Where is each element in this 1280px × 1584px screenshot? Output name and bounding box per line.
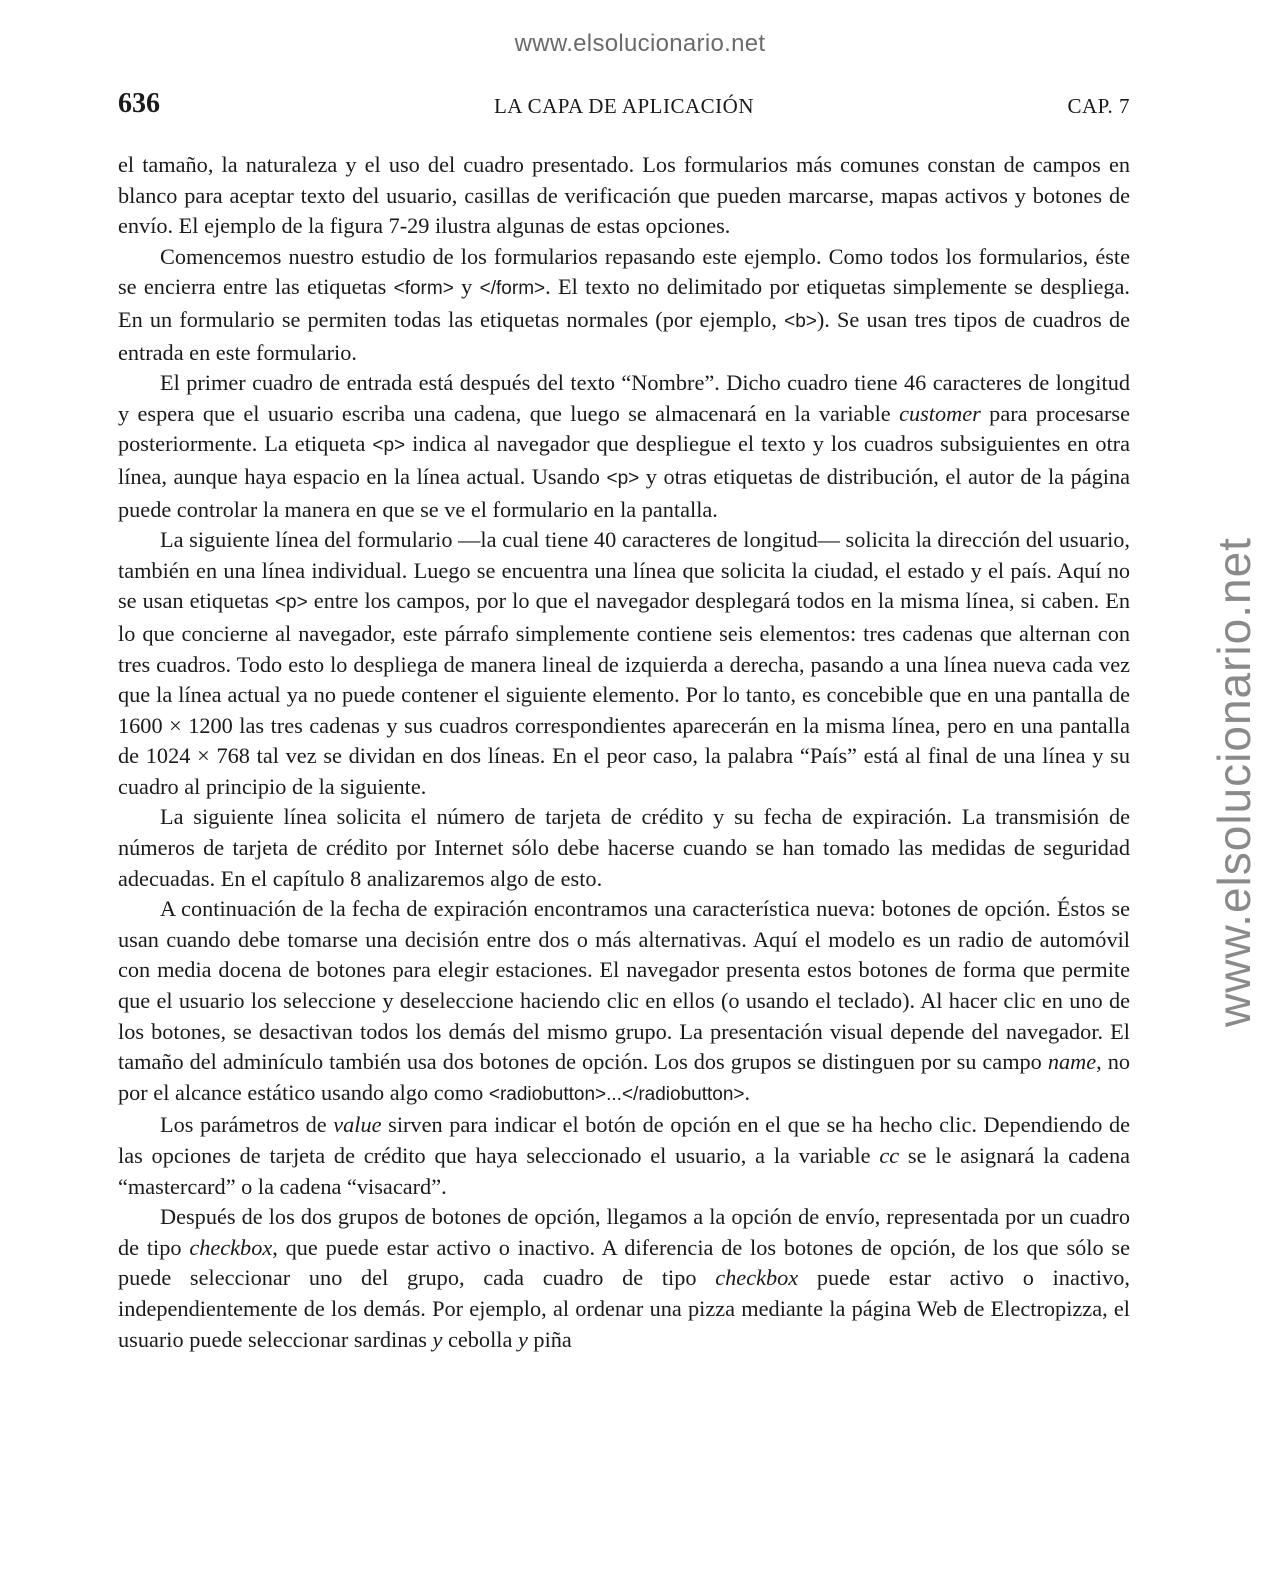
text-run: para procesarse posteriormente. La etiqueta: [118, 400, 1131, 457]
body-text: [118, 150, 1130, 1355]
paragraph: [118, 1202, 1130, 1355]
html-tag-code: <form>: [393, 278, 454, 300]
text-run: se le asignará la cadena “mastercard” o la cadena “visacard”.: [118, 1143, 1131, 1199]
html-tag-code: <p>: [606, 467, 640, 489]
paragraph: [118, 894, 1130, 1110]
paragraph: [118, 525, 1130, 802]
text-run: , que puede estar activo o inactivo. A diferencia de los botones de opción, de los que sólo se puede seleccionar uno del grupo, cada cuadro de tipo: [118, 1234, 1130, 1291]
text-run: indica al navegador que despliegue el texto y los cuadros subsiguientes en otra línea, aunque haya espacio en la línea actual. Usando: [118, 431, 1131, 489]
chapter-title: LA CAPA DE APLICACIÓN: [493, 94, 755, 118]
emphasis: y: [517, 1326, 528, 1352]
html-tag-code: <radiobutton>...</radiobutton>: [488, 1083, 745, 1105]
emphasis: cc: [879, 1143, 900, 1168]
watermark-side: www.elsolucionario.net: [1208, 537, 1260, 1027]
text-run: .: [744, 1079, 751, 1105]
text-run: . El texto no delimitado por etiquetas simplemente se despliega. En un formulario se permiten todas las etiquetas normales (por ejemplo,: [118, 274, 1131, 332]
text-run: entre los campos, por lo que el navegador desplegará todos en la misma línea, si caben. En lo que concierne al navegador, este párrafo simplemente contiene seis elementos: tres cadenas que alternan con tres cuadros. Todo esto lo despliega de manera lineal de izquierda a derecha, pasando a una línea nueva cada vez que la línea actual ya no puede contener el siguiente elemento. Por lo tanto, es concebible que en una pantalla de 1600 × 1200 las tres cadenas y sus cuadros correspondientes aparecerán en la misma línea, pero en una pantalla de 1024 × 768 tal vez se dividan en dos líneas. En el peor caso, la palabra “País” está al final de una línea y su cuadro al principio de la siguiente.: [118, 588, 1130, 799]
html-tag-code: </form>: [479, 278, 546, 300]
text-run: sirven para indicar el botón de opción en el que se ha hecho clic. Dependiendo de las opciones de tarjeta de crédito que haya seleccionado el usuario, a la variable: [118, 1112, 1130, 1168]
watermark-top: www.elsolucionario.net: [514, 30, 766, 57]
text-run: La siguiente línea del formulario —la cual tiene 40 caracteres de longitud— solicita la dirección del usuario, también en una línea individual. Luego se encuentra una línea que solicita la ciudad, el estado y el país. Aquí no se usan etiquetas: [118, 527, 1130, 614]
text-run: y: [453, 274, 480, 300]
emphasis: checkbox: [715, 1265, 799, 1291]
running-head: [118, 88, 1130, 122]
paragraph: [118, 802, 1130, 894]
text-run: piña: [527, 1326, 572, 1352]
emphasis: customer: [899, 400, 981, 426]
chapter-label: CAP. 7: [1067, 94, 1130, 118]
text-run: el tamaño, la naturaleza y el uso del cuadro presentado. Los formularios más comunes constan de campos en blanco para aceptar texto del usuario, casillas de verificación que pueden marcarse, mapas activos y botones de envío. El ejemplo de la figura 7-29 ilustra algunas de estas opciones.: [118, 152, 1130, 239]
text-run: Comencemos nuestro estudio de los formularios repasando este ejemplo. Como todos los formularios, éste se encierra entre las etiquetas: [118, 243, 1130, 300]
text-run: A continuación de la fecha de expiración encontramos una característica nueva: botones de opción. Éstos se usan cuando debe tomarse una decisión entre dos o más alternativas. Aquí el modelo es un radio de automóvil con media docena de botones para elegir estaciones. El navegador presenta estos botones de forma que permite que el usuario los seleccione y deseleccione haciendo clic en ellos (o usando el teclado). Al hacer clic en uno de los botones, se desactivan todos los demás del mismo grupo. La presentación visual depende del navegador. El tamaño del adminículo también usa dos botones de opción. Los dos grupos se distinguen por su campo: [118, 896, 1130, 1075]
text-run: , no por el alcance estático usando algo como: [118, 1049, 1130, 1105]
html-tag-code: <b>: [784, 310, 817, 332]
text-run: Después de los dos grupos de botones de opción, llegamos a la opción de envío, representada por un cuadro de tipo: [118, 1204, 1130, 1260]
emphasis: value: [333, 1112, 382, 1138]
emphasis: checkbox: [189, 1234, 273, 1260]
text-run: El primer cuadro de entrada está después del texto “Nombre”. Dicho cuadro tiene 46 caracteres de longitud y espera que el usuario escriba una cadena, que luego se almacenará en la variable: [118, 370, 1130, 426]
text-run: y otras etiquetas de distribución, el autor de la página puede controlar la manera en que se ve el formulario en la pantalla.: [118, 463, 1131, 522]
html-tag-code: <p>: [274, 592, 308, 614]
emphasis: name: [1047, 1049, 1097, 1075]
text-run: ). Se usan tres tipos de cuadros de entrada en este formulario.: [118, 306, 1130, 365]
text-run: cebolla: [442, 1326, 518, 1352]
paragraph: [118, 368, 1130, 525]
paragraph: [118, 1110, 1130, 1202]
page-number: 636: [118, 88, 160, 119]
text-run: Los parámetros de: [160, 1112, 334, 1138]
emphasis: y: [432, 1326, 443, 1352]
text-run: puede estar activo o inactivo, independientemente de los demás. Por ejemplo, al ordenar una pizza mediante la página Web de Electropizza, el usuario puede seleccionar sardinas: [118, 1265, 1130, 1352]
paragraph: [118, 242, 1130, 368]
paragraph: [118, 150, 1130, 242]
text-run: La siguiente línea solicita el número de tarjeta de crédito y su fecha de expiración. La transmisión de números de tarjeta de crédito por Internet sólo debe hacerse cuando se han tomado las medidas de seguridad adecuadas. En el capítulo 8 analizaremos algo de esto.: [118, 804, 1130, 891]
html-tag-code: <p>: [372, 435, 406, 457]
